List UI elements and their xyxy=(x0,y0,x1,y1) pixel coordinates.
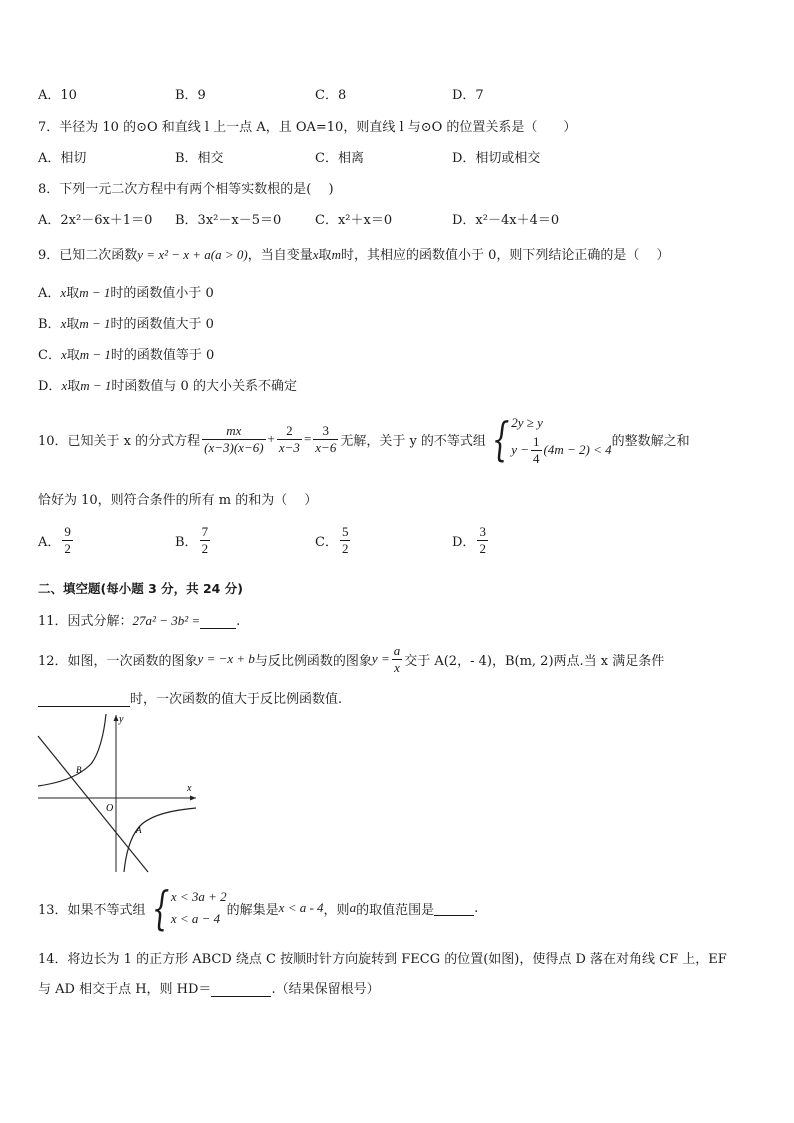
q12-prefix: 12．如图，一次函数的图象 xyxy=(38,653,198,669)
q9-formula: y = x² − x + a(a > 0) xyxy=(137,247,248,262)
brace-icon: { xyxy=(151,881,169,935)
q10-inequality-system xyxy=(486,412,612,467)
q9-suffix: 时，其相应的函数值小于 0，则下列结论正确的是（ ） xyxy=(340,248,670,263)
var-x: x xyxy=(60,347,67,362)
q13-answer-blank xyxy=(434,901,474,916)
q6-option-a: A．10 xyxy=(38,88,77,103)
m-minus-1: m − 1 xyxy=(79,347,111,362)
linear-function-line xyxy=(38,736,148,872)
numerator: 7 xyxy=(201,524,209,539)
numerator: a xyxy=(393,642,401,658)
numerator: 2 xyxy=(286,422,293,438)
numerator: 1 xyxy=(533,433,540,449)
q12-graph xyxy=(36,712,200,876)
var-x: x xyxy=(60,285,67,300)
q7-option-a: A．相切 xyxy=(38,151,87,166)
row-fraction xyxy=(531,434,542,467)
y-axis-label: y xyxy=(119,714,124,725)
option-text: 时的函数值小于 0 xyxy=(110,286,214,301)
denominator: 2 xyxy=(479,541,486,556)
q6-option-c: C．8 xyxy=(315,88,347,103)
q13-end: . xyxy=(474,900,479,916)
q10-option-a xyxy=(38,524,75,557)
m-minus-1: m − 1 xyxy=(80,378,112,393)
q14-answer-blank xyxy=(211,982,271,997)
numerator: 9 xyxy=(64,524,71,539)
option-text: 时的函数值大于 0 xyxy=(110,317,214,332)
q8-option-b: B．3x²－x－5＝0 xyxy=(175,213,282,228)
q10-fraction-2 xyxy=(277,423,302,456)
q14-line-2 xyxy=(38,978,380,997)
q7-option-c: C．相离 xyxy=(315,151,364,166)
q14-line2-pre: 与 AD 相交于点 H，则 HD＝ xyxy=(38,982,212,997)
q9-prefix: 9．已知二次函数 xyxy=(38,248,138,263)
q10-option-b xyxy=(175,524,212,557)
m-minus-1: m − 1 xyxy=(79,285,111,300)
q9-option-a xyxy=(38,282,214,301)
option-fraction xyxy=(340,524,351,557)
point-b-label: B xyxy=(76,765,82,775)
option-fraction xyxy=(62,524,73,557)
option-label: D． xyxy=(38,379,62,394)
q13-var-a: a xyxy=(349,900,357,915)
system-row-1: x < 3a + 2 xyxy=(170,889,227,904)
take-text: 取 xyxy=(67,379,81,394)
take-text: 取 xyxy=(66,286,80,301)
q9-var-m: m xyxy=(331,247,341,262)
system-row-1: 2y ≥ y xyxy=(511,414,543,430)
q9-option-b xyxy=(38,313,214,332)
q10-option-c xyxy=(315,524,352,557)
q13-mid: 的解集是 xyxy=(226,902,279,918)
q11-prefix: 11．因式分解： xyxy=(38,614,133,629)
q10-mid: 无解，关于 y 的不等式组 xyxy=(340,433,486,449)
q6-option-d: D．7 xyxy=(452,88,484,103)
q8-option-c: C．x²＋x＝0 xyxy=(315,213,393,228)
q10-prefix: 10．已知关于 x 的分式方程 xyxy=(38,433,201,449)
q11-answer-blank xyxy=(200,614,236,629)
numerator: mx xyxy=(226,422,242,438)
system-row-2 xyxy=(511,434,611,467)
hyperbola-left-branch xyxy=(38,714,106,786)
hyperbola-right-branch xyxy=(124,808,196,872)
option-label: C． xyxy=(38,348,61,363)
option-label: B． xyxy=(175,535,198,550)
q7-stem: 7．半径为 10 的⊙O 和直线 l 上一点 A，且 OA=10，则直线 l 与⊙O 的位置关系是（ ） xyxy=(38,120,577,135)
q7-option-d: D．相切或相交 xyxy=(452,151,541,166)
q10-option-d xyxy=(452,524,490,557)
q13-prefix: 13．如果不等式组 xyxy=(38,902,146,918)
q10-fraction-3 xyxy=(313,423,338,456)
take-text: 取 xyxy=(66,317,80,332)
q10-fraction-1 xyxy=(202,423,265,456)
q13-solution: x < a - 4 xyxy=(278,900,324,915)
option-label: C． xyxy=(315,535,338,550)
q9-option-d xyxy=(38,375,297,394)
denominator: 4 xyxy=(533,450,540,466)
q12-stem xyxy=(38,642,664,676)
q8-stem: 8．下列一元二次方程中有两个相等实数根的是( ) xyxy=(38,182,334,197)
denominator: 2 xyxy=(201,541,209,556)
q12-mid2: 交于 A(2，- 4)，B(m, 2)两点.当 x 满足条件 xyxy=(404,653,665,669)
system-row-2: x < a − 4 xyxy=(170,911,221,926)
option-label: A． xyxy=(38,286,61,301)
equals-sign: = xyxy=(303,431,312,446)
q12-tail: 时，一次函数的值大于反比例函数值. xyxy=(130,692,343,707)
q9-mid1: ，当自变量 xyxy=(247,248,313,263)
q13-suffix: 的取值范围是 xyxy=(356,902,435,918)
numerator: 3 xyxy=(479,524,486,539)
brace-icon: { xyxy=(491,412,510,466)
x-axis-arrow-icon xyxy=(190,796,196,801)
option-label: B． xyxy=(38,317,61,332)
option-text: 时函数值与 0 的大小关系不确定 xyxy=(111,379,297,394)
denominator: 2 xyxy=(341,541,349,556)
var-x: x xyxy=(60,316,67,331)
x-axis-label: x xyxy=(187,783,192,794)
q12-y-equals: y = xyxy=(371,651,390,666)
denominator: (x−3)(x−6) xyxy=(204,439,264,455)
q8-option-d: D．x²－4x＋4＝0 xyxy=(452,213,560,228)
section-title: 二、填空题(每小题 3 分，共 24 分) xyxy=(38,581,243,596)
q7-option-b: B．相交 xyxy=(175,151,224,166)
row-post: (4m − 2) < 4 xyxy=(543,442,612,457)
denominator: x−3 xyxy=(278,439,300,455)
q11-end: . xyxy=(236,614,241,629)
q8-option-a: A．2x²－6x＋1＝0 xyxy=(38,213,153,228)
q11-stem xyxy=(38,610,240,629)
option-label: A． xyxy=(38,535,61,550)
q14-line-1: 14．将边长为 1 的正方形 ABCD 绕点 C 按顺时针方向旋转到 FECG 的位置(如图)，使得点 D 落在对角线 CF 上，EF xyxy=(38,952,727,967)
var-x: x xyxy=(61,378,68,393)
q9-stem xyxy=(38,244,670,263)
option-fraction xyxy=(200,524,211,557)
option-label: D． xyxy=(452,535,476,550)
q9-option-c xyxy=(38,344,214,363)
plus-sign: + xyxy=(267,431,275,446)
q12-line-2 xyxy=(38,688,342,707)
q9-mid2: 取 xyxy=(318,248,332,263)
q13-mid2: ，则 xyxy=(323,902,350,918)
denominator: x xyxy=(394,659,400,675)
option-text: 时的函数值等于 0 xyxy=(110,348,215,363)
option-fraction xyxy=(477,524,488,557)
y-axis-arrow-icon xyxy=(114,715,119,721)
q10-line-2: 恰好为 10，则符合条件的所有 m 的和为（ ） xyxy=(38,493,318,508)
q12-answer-blank xyxy=(38,692,130,707)
q9-var-x: x xyxy=(312,247,319,262)
q6-option-b: B．9 xyxy=(175,88,206,103)
q13-stem xyxy=(38,881,479,935)
point-a-label: A xyxy=(136,825,142,835)
take-text: 取 xyxy=(66,348,80,363)
denominator: x−6 xyxy=(315,439,337,455)
q12-mid1: 与反比例函数的图象 xyxy=(254,653,372,669)
origin-label: O xyxy=(106,803,114,814)
q11-expression: 27a² − 3b² = xyxy=(132,613,201,628)
q13-inequality-system xyxy=(146,881,227,935)
row-pre: y − xyxy=(511,442,530,457)
q12-fraction xyxy=(392,643,403,676)
q10-stem xyxy=(38,410,690,468)
numerator: 5 xyxy=(341,524,349,539)
q14-line2-post: .（结果保留根号） xyxy=(271,982,380,997)
numerator: 3 xyxy=(322,422,330,438)
q10-suffix: 的整数解之和 xyxy=(611,433,690,449)
denominator: 2 xyxy=(64,541,71,556)
m-minus-1: m − 1 xyxy=(79,316,111,331)
q12-linear-function: y = −x + b xyxy=(197,651,255,666)
